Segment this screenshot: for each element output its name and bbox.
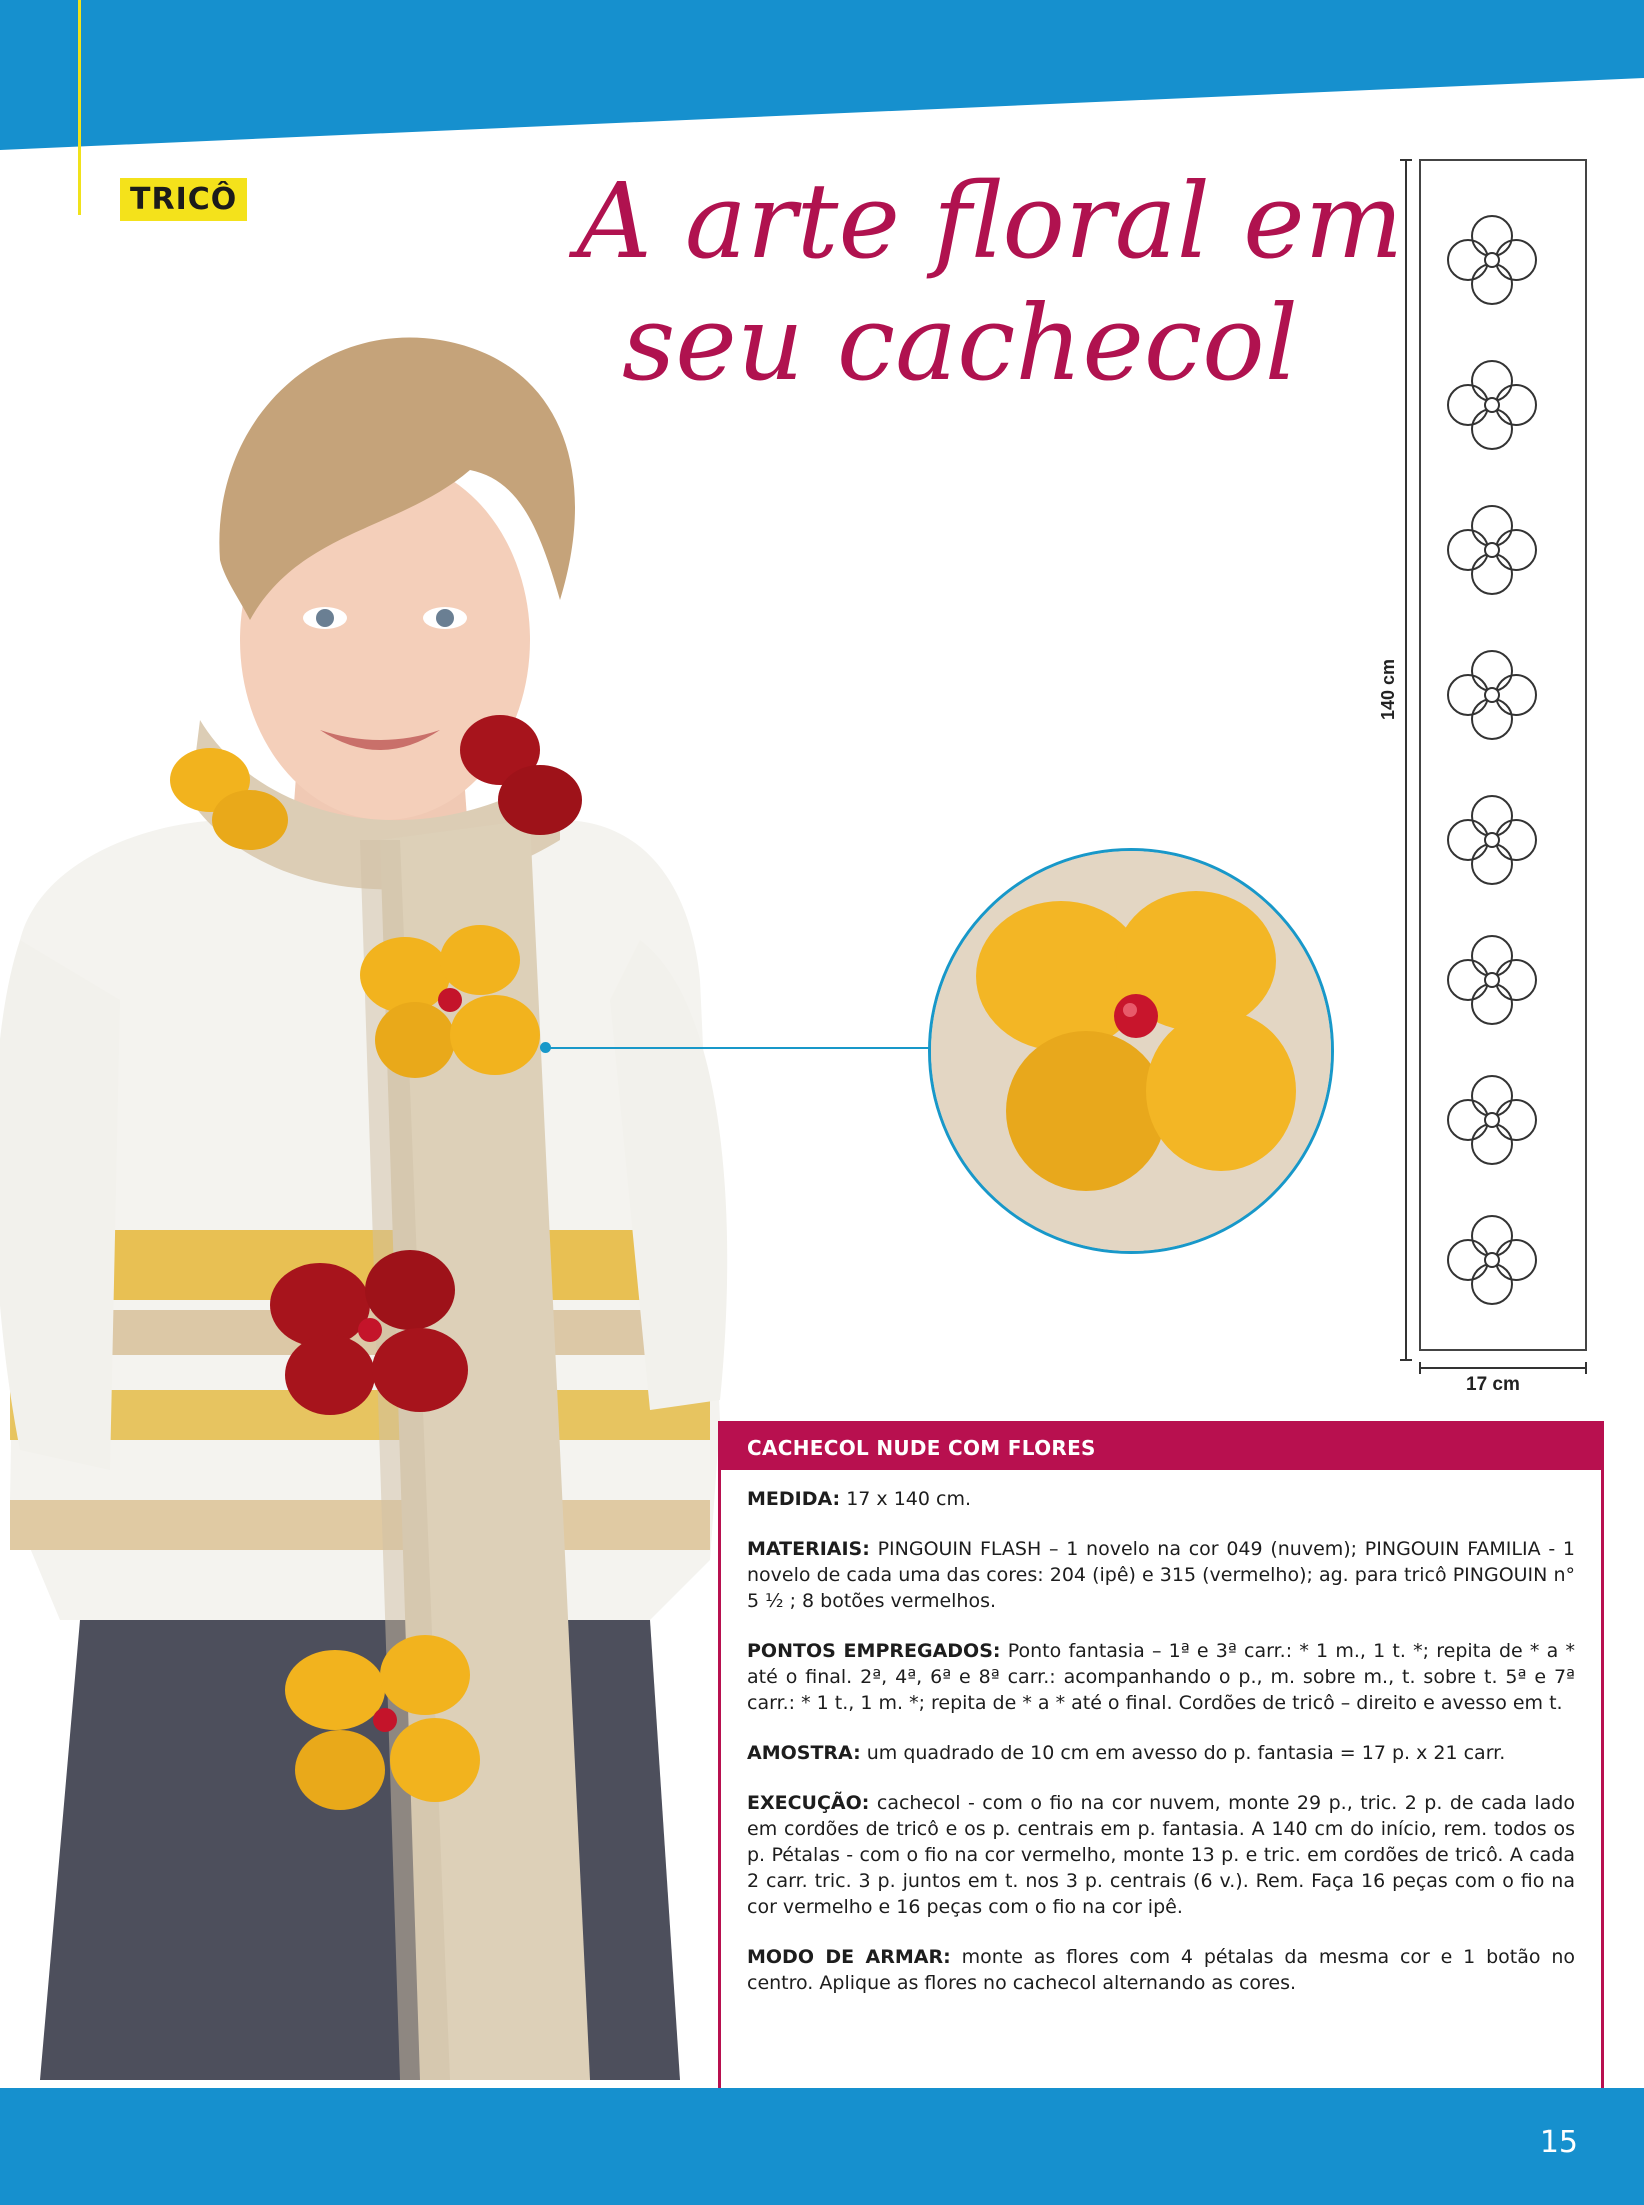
label: EXECUÇÃO: — [747, 1792, 870, 1814]
diagram-width-label: 17 cm — [1466, 1374, 1520, 1395]
panel-heading: CACHECOL NUDE COM FLORES — [721, 1424, 1601, 1470]
paragraph-medida — [747, 1486, 1575, 1512]
paragraph-modo-de-armar — [747, 1944, 1575, 1996]
text: Ponto fantasia – 1ª e 3ª carr.: * 1 m., 1 t. *; repita de * a * até o final. 2ª, 4ª, 6ª e 8ª carr.: acompanhando o p., m. sobre m., t. sobre t. 5ª e 7ª carr.: * 1 t., 1 m. *; repita de * a * até o final. Cordões de tricô – direito e avesso em t. — [747, 1640, 1575, 1714]
yellow-rule — [78, 0, 81, 215]
text: monte as flores com 4 pétalas da mesma cor e 1 botão no centro. Aplique as flores no cachecol alternando as cores. — [747, 1946, 1575, 1994]
flower-detail-zoom — [928, 848, 1334, 1254]
title-line-1: A arte floral em — [576, 160, 1404, 282]
label: AMOSTRA: — [747, 1742, 861, 1764]
section-tag: TRICÔ — [120, 178, 247, 221]
text: 17 x 140 cm. — [840, 1488, 971, 1510]
paragraph-amostra — [747, 1740, 1575, 1766]
paragraph-execucao — [747, 1790, 1575, 1920]
label: PONTOS EMPREGADOS: — [747, 1640, 1001, 1662]
paragraph-pontos — [747, 1638, 1575, 1716]
paragraph-materiais — [747, 1536, 1575, 1614]
top-band — [0, 0, 1644, 170]
text: PINGOUIN FLASH – 1 novelo na cor 049 (nuvem); PINGOUIN FAMILIA - 1 novelo de cada uma das cores: 204 (ipê) e 315 (vermelho); ag. para tricô PINGOUIN n° 5 ½ ; 8 botões vermelhos. — [747, 1538, 1575, 1612]
zoom-connector-line — [545, 1047, 930, 1049]
page-number: 15 — [1539, 2125, 1578, 2160]
label: MEDIDA: — [747, 1488, 841, 1510]
label: MODO DE ARMAR: — [747, 1946, 951, 1968]
zoom-connector-dot — [540, 1042, 551, 1053]
label: MATERIAIS: — [747, 1538, 870, 1560]
text: cachecol - com o fio na cor nuvem, monte 29 p., tric. 2 p. de cada lado em cordões de tricô e os p. centrais em p. fantasia. A 140 cm do início, rem. todos os p. Pétalas - com o fio na cor vermelho, monte 13 p. e tric. em cordões de tricô. A cada 2 carr. tric. 3 p. juntos em t. nos 3 p. centrais (6 v.). Rem. Faça 16 peças com o fio na cor vermelho e 16 peças com o fio na cor ipê. — [747, 1792, 1575, 1918]
panel-body — [721, 1470, 1601, 1996]
instructions-panel — [718, 1421, 1604, 2101]
title-line-2: seu cachecol — [621, 282, 1299, 404]
scarf-diagram — [1396, 150, 1596, 1390]
diagram-height-label: 140 cm — [1378, 658, 1398, 720]
text: um quadrado de 10 cm em avesso do p. fantasia = 17 p. x 21 carr. — [860, 1742, 1506, 1764]
bottom-band — [0, 2088, 1644, 2205]
